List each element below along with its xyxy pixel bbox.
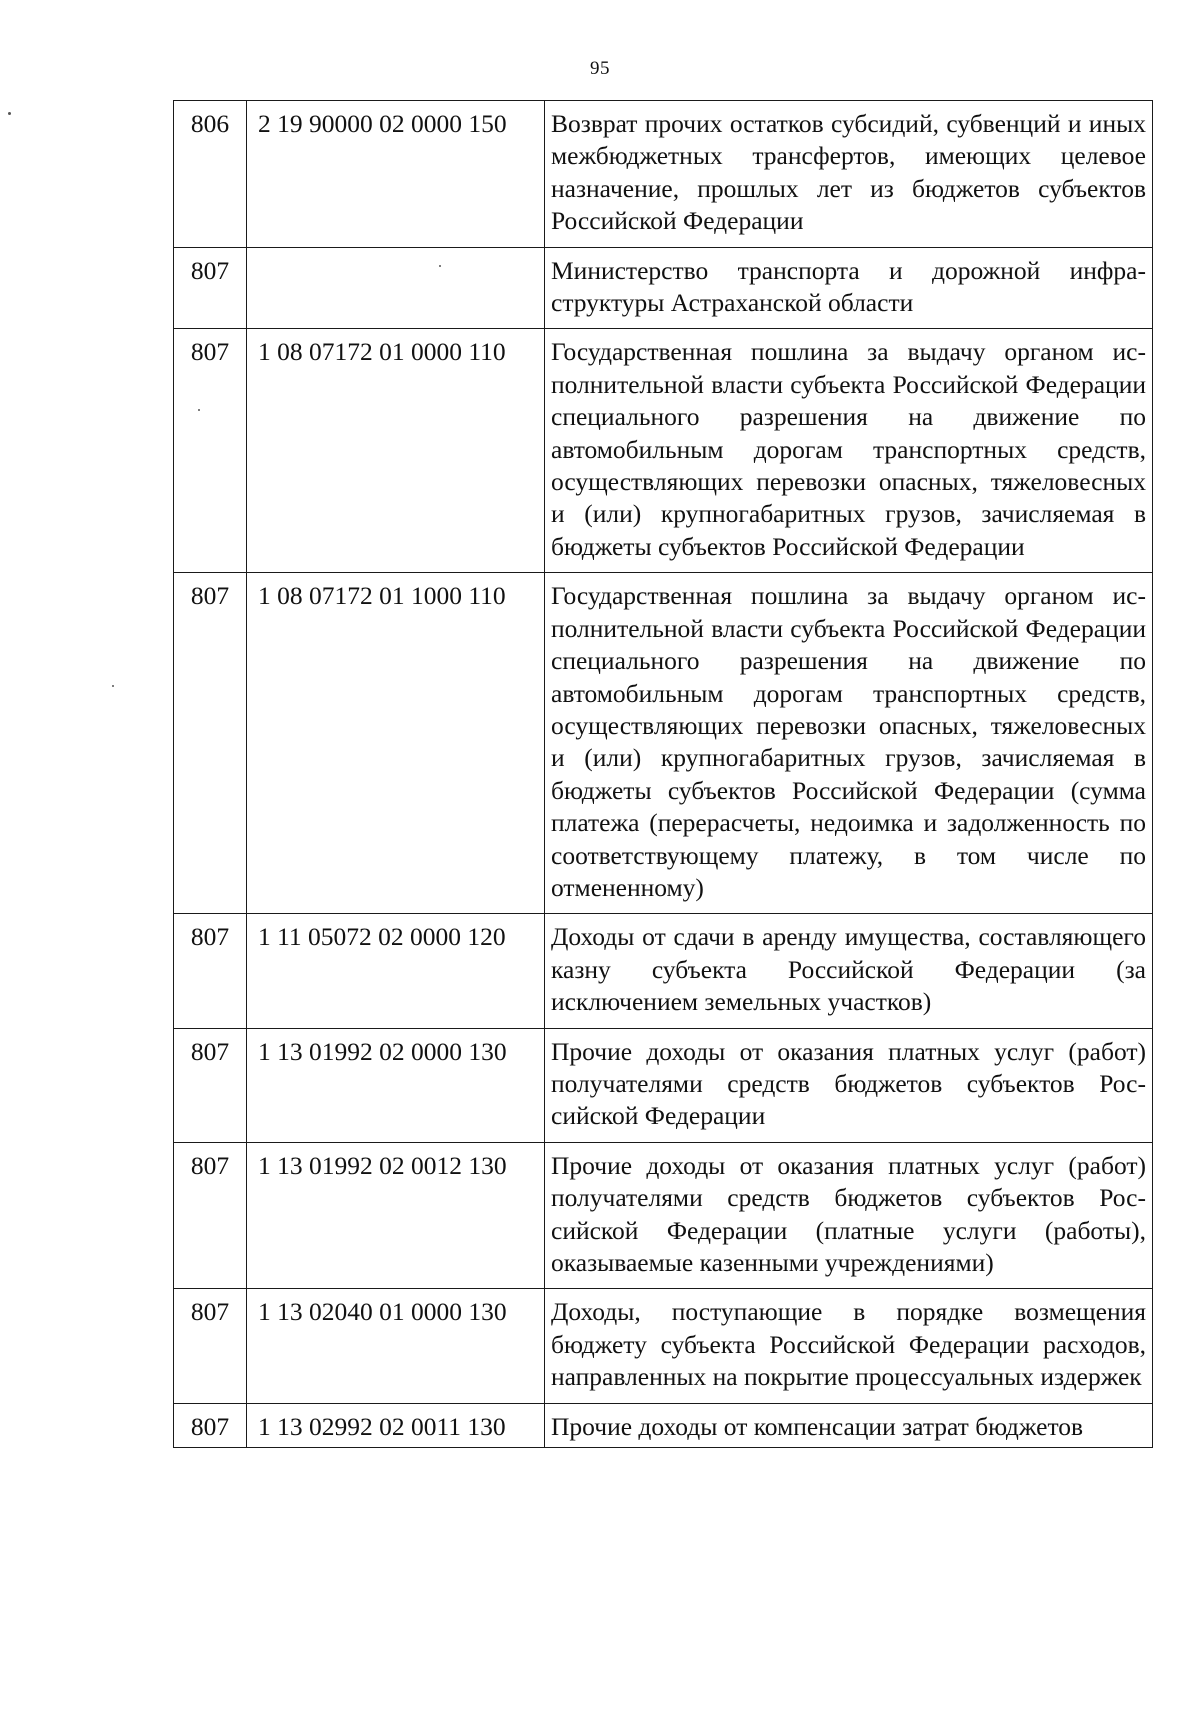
budget-code-cell: 1 13 02040 01 0000 130 bbox=[247, 1289, 545, 1403]
scan-speck bbox=[112, 685, 114, 687]
description-cell: Возврат прочих остатков субсидий, субвенций и иных межбюджетных трансфертов, имеющих целевое назначение, прошлых лет из бюджетов субъектов Российской Федерации bbox=[545, 101, 1153, 248]
page-number: 95 bbox=[590, 58, 610, 79]
admin-code-cell: 807 bbox=[174, 1289, 247, 1403]
admin-code-cell: 807 bbox=[174, 1028, 247, 1142]
table-row bbox=[174, 1028, 1153, 1142]
budget-code-cell: 1 11 05072 02 0000 120 bbox=[247, 914, 545, 1028]
admin-code-cell: 807 bbox=[174, 1403, 247, 1447]
scan-speck bbox=[439, 265, 441, 267]
table-row bbox=[174, 1289, 1153, 1403]
description-cell: Министерство транспорта и дорожной инфраструктуры Астраханской области bbox=[545, 247, 1153, 329]
table-row bbox=[174, 573, 1153, 914]
admin-code-cell: 807 bbox=[174, 573, 247, 914]
description-cell: Государственная пошлина за выдачу органом исполнительной власти субъекта Российской Федерации специального разрешения на движение по автомобильным дорогам транспортных средств, осуществляющих перевозки опасных, тяжеловесных и (или) крупногабаритных грузов, зачисляемая в бюджеты субъектов Российской Федерации bbox=[545, 329, 1153, 573]
table-row bbox=[174, 1142, 1153, 1289]
admin-code-cell: 807 bbox=[174, 914, 247, 1028]
scan-speck bbox=[8, 112, 11, 115]
admin-code-cell: 807 bbox=[174, 329, 247, 573]
table-row bbox=[174, 247, 1153, 329]
description-cell: Доходы, поступающие в порядке возмещения бюджету субъекта Российской Федерации расходов, направленных на покрытие процессуальных издержек bbox=[545, 1289, 1153, 1403]
budget-code-cell: 1 13 01992 02 0012 130 bbox=[247, 1142, 545, 1289]
description-cell: Прочие доходы от оказания платных услуг (работ) получателями средств бюджетов субъектов Российской Федерации bbox=[545, 1028, 1153, 1142]
budget-code-cell bbox=[247, 247, 545, 329]
description-cell: Прочие доходы от оказания платных услуг (работ) получателями средств бюджетов субъектов Российской Федерации (платные услуги (работы), оказываемые казенными учреждениями) bbox=[545, 1142, 1153, 1289]
table-row bbox=[174, 101, 1153, 248]
table-row bbox=[174, 914, 1153, 1028]
admin-code-cell: 806 bbox=[174, 101, 247, 248]
budget-code-cell: 1 08 07172 01 1000 110 bbox=[247, 573, 545, 914]
budget-code-cell: 1 13 01992 02 0000 130 bbox=[247, 1028, 545, 1142]
table-row bbox=[174, 1403, 1153, 1447]
budget-code-cell: 1 08 07172 01 0000 110 bbox=[247, 329, 545, 573]
budget-code-cell: 1 13 02992 02 0011 130 bbox=[247, 1403, 545, 1447]
table-row bbox=[174, 329, 1153, 573]
description-cell: Прочие доходы от компенсации затрат бюджетов bbox=[545, 1403, 1153, 1447]
admin-code-cell: 807 bbox=[174, 247, 247, 329]
budget-classification-table bbox=[173, 100, 1153, 1448]
description-cell: Государственная пошлина за выдачу органом исполнительной власти субъекта Российской Федерации специального разрешения на движение по автомобильным дорогам транспортных средств, осуществляющих перевозки опасных, тяжеловесных и (или) крупногабаритных грузов, зачисляемая в бюджеты субъектов Российской Федерации (сумма платежа (перерасчеты, недоимка и задолженность по соответствующему платежу, в том числе по отмененному) bbox=[545, 573, 1153, 914]
admin-code-cell: 807 bbox=[174, 1142, 247, 1289]
description-cell: Доходы от сдачи в аренду имущества, составляющего казну субъекта Российской Федерации (за исключением земельных участков) bbox=[545, 914, 1153, 1028]
budget-code-cell: 2 19 90000 02 0000 150 bbox=[247, 101, 545, 248]
scan-speck bbox=[198, 409, 200, 411]
